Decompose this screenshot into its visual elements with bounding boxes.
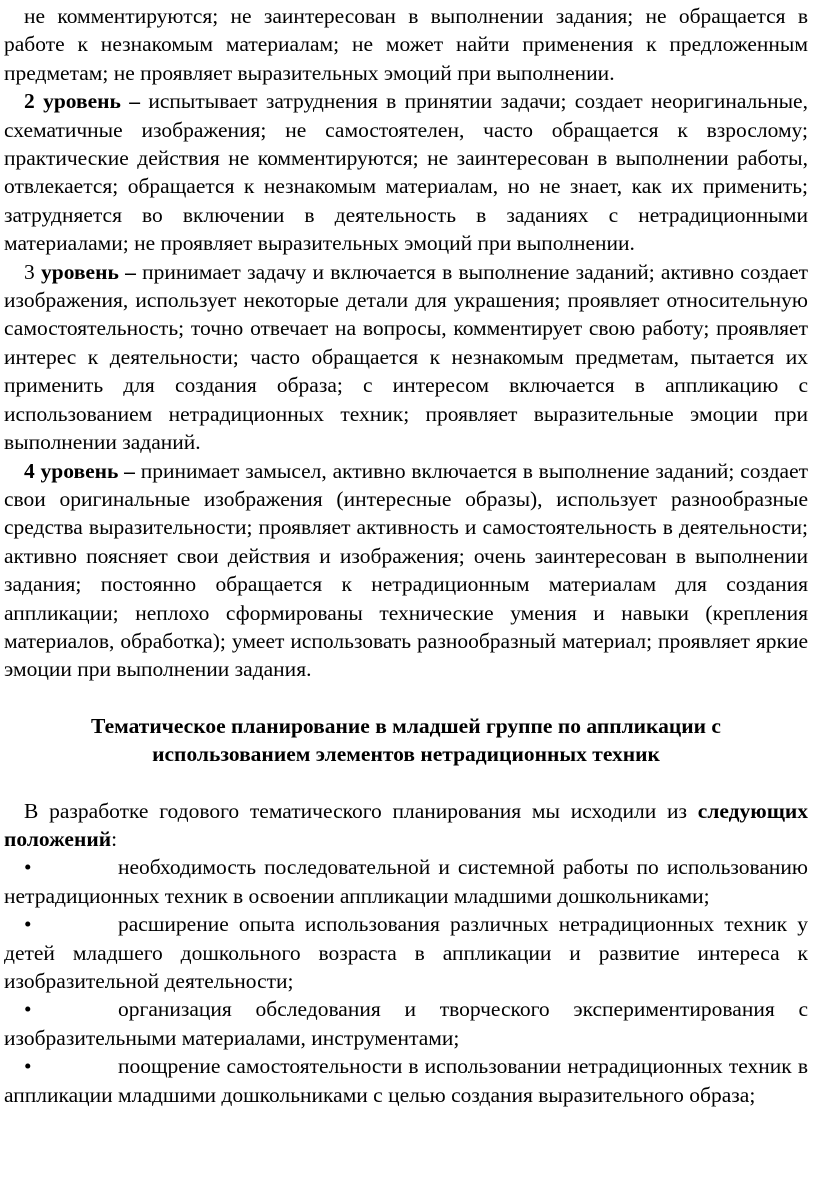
list-item-text: поощрение самостоятельности в использовании нетрадиционных техник в аппликации младшими дошкольниками с целью создания выразительного образа; xyxy=(4,1054,808,1107)
level-4-text: принимает замысел, активно включается в выполнение заданий; создает свои оригинальные изображения (интересные образы), использует разнообразные средства выразительности; проявляет активность и самостоятельность в деятельности; активно поясняет свои действия и изображения; очень заинтересован в выполнении задания; постоянно обращается к нетрадиционным материалам для создания аппликации; неплохо сформированы технические умения и навыки (крепления материалов, обработка); умеет использовать разнообразный материал; проявляет яркие эмоции при выполнении задания. xyxy=(4,458,809,682)
section-heading: Тематическое планирование в младшей группе по аппликации с использованием элементов нетрадиционных техник xyxy=(91,713,721,767)
list-item xyxy=(4,910,808,995)
list-item-text: организация обследования и творческого экспериментирования с изобразительными материалами, инструментами; xyxy=(4,997,808,1050)
planning-intro-bold: следующих положений xyxy=(4,798,808,851)
level-2-text: испытывает затруднения в принятии задачи; создает неоригинальные, схематичные изображения; не самостоятелен, часто обращается к взрослому; практические действия не комментируются; не заинтересован в выполнении работы, отвлекается; обращается к незнакомым материалам, но не знает, как их применить; затрудняется во включении в деятельность в заданиях с нетрадиционными материалами; не проявляет выразительных эмоций при выполнении. xyxy=(4,89,808,256)
list-item xyxy=(4,995,808,1052)
list-item-text: необходимость последовательной и системной работы по использованию нетрадиционных техник в освоении аппликации младшими дошкольниками; xyxy=(4,855,808,908)
bullet-icon: • xyxy=(24,855,32,880)
intro-paragraph xyxy=(4,2,808,87)
planning-intro-text: В разработке годового тематического планирования мы исходили из xyxy=(24,798,698,823)
level-2-paragraph xyxy=(4,87,808,257)
list-item xyxy=(4,1052,808,1109)
planning-intro-paragraph xyxy=(4,797,808,854)
list-item-text: расширение опыта использования различных нетрадиционных техник у детей младшего дошкольного возраста в аппликации и развитие интереса к изобразительной деятельности; xyxy=(4,912,808,993)
level-3-label: уровень – xyxy=(41,259,136,284)
list-item xyxy=(4,853,808,910)
planning-intro-end: : xyxy=(111,826,118,851)
level-2-label: 2 уровень – xyxy=(24,89,141,114)
level-3-text: принимает задачу и включается в выполнение заданий; активно создает изображения, использует некоторые детали для украшения; проявляет относительную самостоятельность; точно отвечает на вопросы, комментирует свою работу; проявляет интерес к деятельности; часто обращается к незнакомым предметам, пытается их применить для создания образа; с интересом включается в аппликацию с использованием нетрадиционных техник; проявляет выразительные эмоции при выполнении заданий. xyxy=(4,259,809,455)
level-4-paragraph xyxy=(4,457,808,684)
level-3-number: 3 xyxy=(24,259,42,284)
level-3-paragraph xyxy=(4,258,808,457)
spacer xyxy=(4,684,808,712)
bullet-icon: • xyxy=(24,912,32,937)
bullet-icon: • xyxy=(24,997,32,1022)
level-4-label: 4 уровень – xyxy=(24,458,135,483)
bullet-icon: • xyxy=(24,1054,32,1079)
intro-text: не комментируются; не заинтересован в выполнении задания; не обращается в работе к незнакомым материалам; не может найти применения к предложенным предметам; не проявляет выразительных эмоций при выполнении. xyxy=(4,4,808,85)
spacer xyxy=(4,769,808,797)
